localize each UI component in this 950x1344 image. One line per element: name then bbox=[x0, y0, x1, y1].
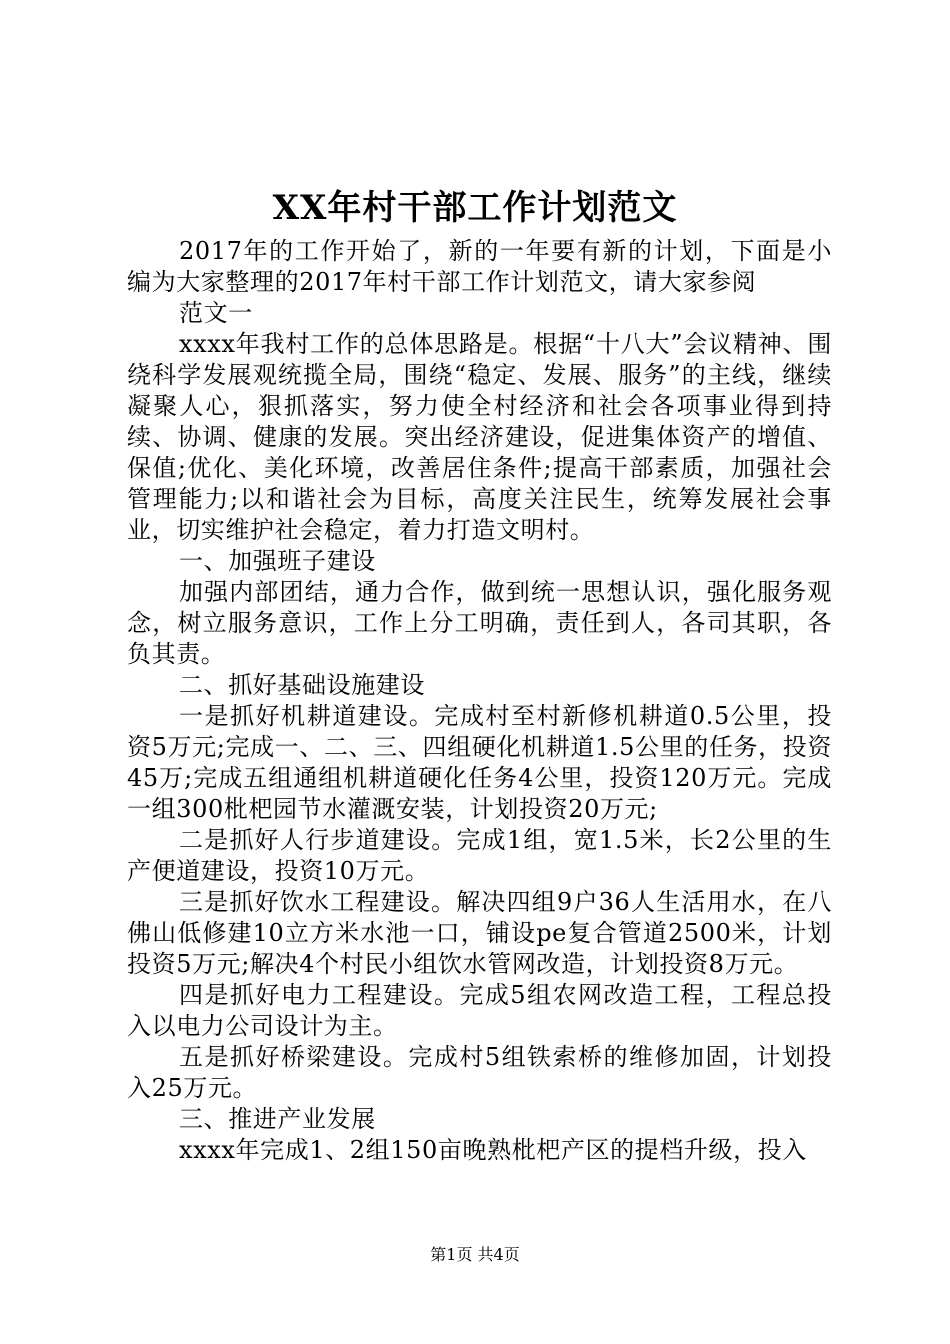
section-heading-3: 三、推进产业发展 bbox=[179, 1105, 376, 1133]
section-heading-1: 一、加强班子建设 bbox=[179, 547, 376, 575]
page-footer: 第1页 共4页 bbox=[430, 1245, 520, 1264]
paragraph-sample-heading: 范文一 bbox=[179, 299, 253, 327]
paragraph-road-construction: 一是抓好机耕道建设。完成村至村新修机耕道0.5公里，投资5万元;完成一、二、三、四组硬化机耕道1.5公里的任务，投资45万;完成五组通组机耕道硬化任务4公里，投资120万元。完成一组300枇杷园节水灌溉安装，计划投资20万元; bbox=[127, 702, 832, 823]
document-body bbox=[127, 236, 832, 1166]
paragraph-intro: 2017年的工作开始了，新的一年要有新的计划，下面是小编为大家整理的2017年村干部工作计划范文，请大家参阅 bbox=[127, 237, 832, 296]
paragraph-team-building: 加强内部团结，通力合作，做到统一思想认识，强化服务观念，树立服务意识，工作上分工明确，责任到人，各司其职，各负其责。 bbox=[127, 578, 832, 668]
section-heading-2: 二、抓好基础设施建设 bbox=[179, 671, 425, 699]
paragraph-overall-idea: xxxx年我村工作的总体思路是。根据“十八大”会议精神、围绕科学发展观统揽全局，围绕“稳定、发展、服务”的主线，继续凝聚人心，狠抓落实，努力使全村经济和社会各项事业得到持续、协调、健康的发展。突出经济建设，促进集体资产的增值、保值;优化、美化环境，改善居住条件;提高干部素质，加强社会管理能力;以和谐社会为目标，高度关注民生，统筹发展社会事业，切实维护社会稳定，着力打造文明村。 bbox=[127, 330, 832, 544]
document-title: XX年村干部工作计划范文 bbox=[272, 188, 678, 228]
paragraph-bridge-project: 五是抓好桥梁建设。完成村5组铁索桥的维修加固，计划投入25万元。 bbox=[127, 1043, 832, 1102]
paragraph-footpath: 二是抓好人行步道建设。完成1组，宽1.5米，长2公里的生产便道建设，投资10万元。 bbox=[127, 826, 832, 885]
paragraph-water-project: 三是抓好饮水工程建设。解决四组9户36人生活用水，在八佛山低修建10立方米水池一口，铺设pe复合管道2500米，计划投资5万元;解决4个村民小组饮水管网改造，计划投资8万元。 bbox=[127, 888, 832, 978]
paragraph-industry: xxxx年完成1、2组150亩晚熟枇杷产区的提档升级，投入 bbox=[179, 1136, 807, 1164]
paragraph-power-project: 四是抓好电力工程建设。完成5组农网改造工程，工程总投入以电力公司设计为主。 bbox=[127, 981, 832, 1040]
